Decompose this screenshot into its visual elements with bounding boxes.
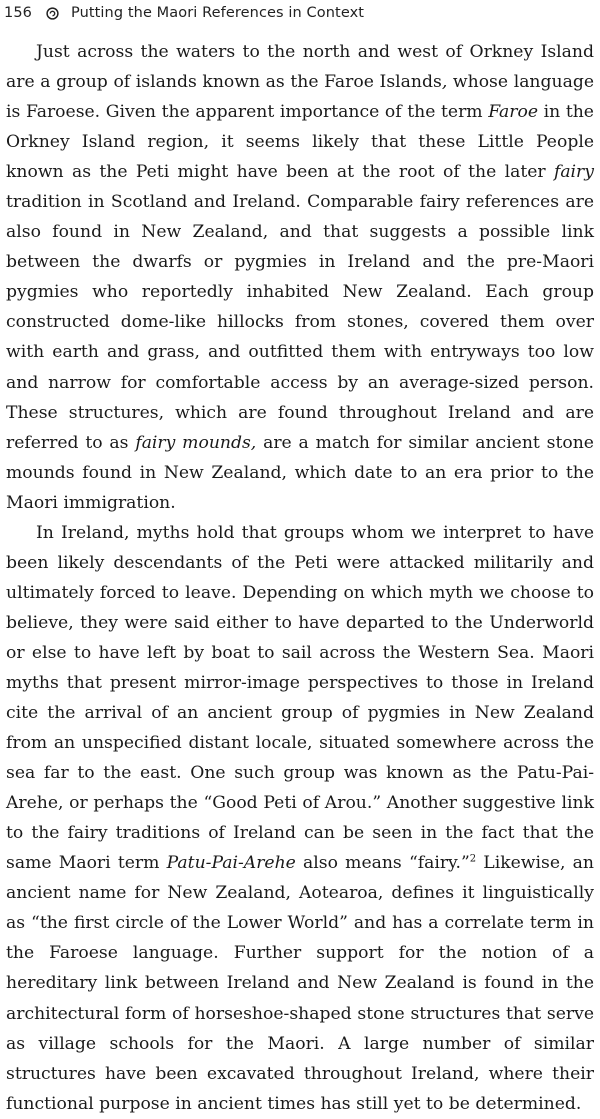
text-run: In Ireland, myths hold that groups whom we interpret to have been likely descendants of the Peti were attacked militarily and ultimately forced to leave. Depending on which myth we choose to believe, they were said either to have departed to the Underworld or else to have left by boat to sail across the Western Sea. Maori myths that present mirror-image perspectives to those in Ireland cite the arrival of an ancient group of pygmies in New Zealand from an unspecified distant locale, situated somewhere across the sea far to the east. One such group was known as the Patu-Pai-Arehe, or perhaps the “Good Peti of Arou.” Another suggestive link to the fairy traditions of Ireland can be seen in the fact that the same Maori term bbox=[6, 522, 594, 874]
body-text bbox=[6, 37, 594, 1119]
text-run: in the Orkney Island region, it seems likely that these Little People known as the Peti might have been at the root of the later bbox=[6, 102, 594, 183]
paragraph bbox=[6, 37, 594, 518]
text-run: Just across the waters to the north and west of Orkney Island are a group of islands known as the Faroe Islands bbox=[6, 42, 594, 93]
italic-term: Patu-Pai-Arehe bbox=[166, 853, 296, 874]
italic-term: fairy mounds, bbox=[135, 432, 257, 453]
text-run: Likewise, an ancient name for New Zealand, Aotearoa, defines it linguistically as “the first circle of the Lower World” and has a correlate term in the Faroese language. Further support for the notion of a hereditary link between Ireland and New Zealand is found in the architectural form of horseshoe-shaped stone structures that serve as village schools for the Maori. A large number of similar structures have been excavated throughout Ireland, where their functional purpose in ancient times has still yet to be determined. bbox=[6, 853, 594, 1114]
paragraph bbox=[6, 518, 594, 1119]
running-title: Putting the Maori References in Context bbox=[70, 5, 365, 21]
text-run: also means “fairy.” bbox=[295, 853, 470, 874]
running-header bbox=[4, 3, 594, 23]
text-run: whose language is Faroese. Given the apparent importance of the term bbox=[6, 72, 594, 123]
page-number: 156 bbox=[4, 5, 32, 21]
italic-term: fairy bbox=[553, 162, 594, 183]
italic-term: Faroe bbox=[488, 102, 538, 123]
spiral-ornament-icon bbox=[46, 7, 59, 20]
footnote-marker: 2 bbox=[469, 853, 477, 865]
italic-term: , bbox=[441, 72, 448, 93]
text-run: are a match for similar ancient stone mounds found in New Zealand, which date to an era prior to the Maori immigration. bbox=[6, 432, 594, 513]
text-run: tradition in Scotland and Ireland. Comparable fairy references are also found in New Zealand, and that suggests a possible link between the dwarfs or pygmies in Ireland and the pre-Maori pygmies who reportedly inhabited New Zealand. Each group constructed dome-like hillocks from stones, covered them over with earth and grass, and outfitted them with entryways too low and narrow for comfortable access by an average-sized person. These structures, which are found throughout Ireland and are referred to as bbox=[6, 192, 594, 453]
